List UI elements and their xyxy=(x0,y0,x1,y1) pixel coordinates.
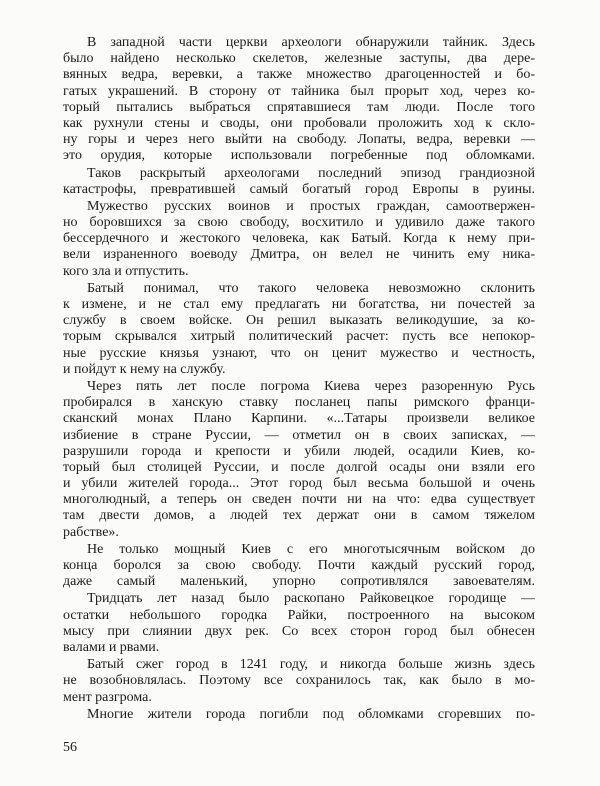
text-line: к измене, и не стал ему предлагать ни богатства, ни почестей за xyxy=(63,297,535,312)
text-line: разрушили города и крепости и убили людей, осадили Киев, ко- xyxy=(63,443,535,459)
text-line: Через пять лет после погрома Киева через разоренную Русь xyxy=(87,378,535,394)
text-line: ну горы и через него выйти на свободу. Лопаты, ведра, веревки — xyxy=(63,132,535,148)
text-line: пробирался в ханскую ставку посланец папы римского франци- xyxy=(63,395,535,411)
text-line: но боровшихся за свою свободу, восхитило и удивило даже такого xyxy=(63,215,535,231)
text-line: Тридцать лет назад было раскопано Райковецкое городище — xyxy=(87,591,535,607)
paragraph xyxy=(63,199,535,280)
text-line: торым скрывался хитрый политический расчет: пусть все непокор- xyxy=(63,329,535,345)
page-number: 56 xyxy=(63,740,77,755)
text-line: торый пытались выбраться спрятавшиеся там люди. После того xyxy=(63,99,535,115)
text-line: Таков раскрытый археологами последний эпизод грандиозной xyxy=(87,165,535,181)
text-line: как рухнули стены и своды, они пробовали проложить ход к скло- xyxy=(63,115,535,131)
text-line: Не только мощный Киев с его многотысячным войском до xyxy=(87,541,535,557)
paragraph xyxy=(63,657,535,706)
paragraph xyxy=(63,591,535,656)
paragraph xyxy=(63,166,535,198)
text-line: мысу при слиянии двух рек. Со всех сторон город был обнесен xyxy=(63,623,535,639)
text-line: это орудия, которые использовали погребенные под обломками. xyxy=(63,148,535,164)
text-line: и убили жителей города... Этот город был весьма большой и очень xyxy=(63,476,535,492)
text-line: Мужество русских воинов и простых граждан, самоотвержен- xyxy=(87,198,535,214)
text-line: даже самый маленький, упорно сопротивлялся завоевателям. xyxy=(63,574,535,590)
text-line: и пойдут к нему на службу. xyxy=(63,361,226,377)
text-line: Многие жители города погибли под обломками сгоревших по- xyxy=(87,706,535,722)
text-line: службу в своем войске. Он решил выказать великодушие, за ко- xyxy=(63,313,535,329)
text-line: не возобновлялась. Поэтому все сохранилось так, как было в мо- xyxy=(63,673,535,689)
text-line: Батый сжег город в 1241 году, и никогда больше жизнь здесь xyxy=(87,657,535,673)
text-line: остатки небольшого городка Райки, построенного на высоком xyxy=(63,607,535,623)
text-line: сканский монах Плано Карпини. «...Татары произвели великое xyxy=(63,411,535,427)
text-line: валами и рвами. xyxy=(63,639,160,655)
text-line: кого зла и отпустить. xyxy=(63,263,189,279)
text-line: бессердечного и жестокого человека, как Батый. Когда к нему при- xyxy=(63,231,535,247)
text-line: Батый понимал, что такого человека невозможно склонить xyxy=(87,280,535,296)
text-line: конца боролся за свою свободу. Почти каждый русский город, xyxy=(63,558,535,573)
paragraph xyxy=(63,35,535,165)
text-line: катастрофы, превратившей самый богатый город Европы в руины. xyxy=(63,181,535,197)
text-line: было найдено несколько скелетов, железные заступы, два дере- xyxy=(63,51,535,67)
text-line: В западной части церкви археологи обнаружили тайник. Здесь xyxy=(87,35,535,50)
paragraph xyxy=(63,707,535,723)
text-line: рабстве». xyxy=(63,524,119,540)
paragraph xyxy=(63,281,535,378)
text-line: вянных ведра, веревки, а также множество драгоценностей и бо- xyxy=(63,67,535,83)
text-line: гатых украшений. В сторону от тайника был прорыт ход, через ко- xyxy=(63,83,535,99)
text-line: многолюдный, а теперь он сведен почти ни на что: едва существует xyxy=(63,492,535,508)
text-line: мент разгрома. xyxy=(63,689,152,705)
page-body xyxy=(63,35,535,723)
text-line: ные русские князья узнают, что он ценит мужество и честность, xyxy=(63,345,535,361)
text-line: избиение в стране Руссии, — отметил он в своих записках, — xyxy=(63,427,535,443)
paragraph xyxy=(63,379,535,541)
text-line: торый был столицей Руссии, и после долгой осады они взяли его xyxy=(63,459,535,475)
text-line: вели израненного воеводу Дмитра, он велел не чинить ему ника- xyxy=(63,247,535,263)
text-line: там двести домов, а людей тех держат они в самом тяжелом xyxy=(63,508,535,524)
paragraph xyxy=(63,542,535,591)
